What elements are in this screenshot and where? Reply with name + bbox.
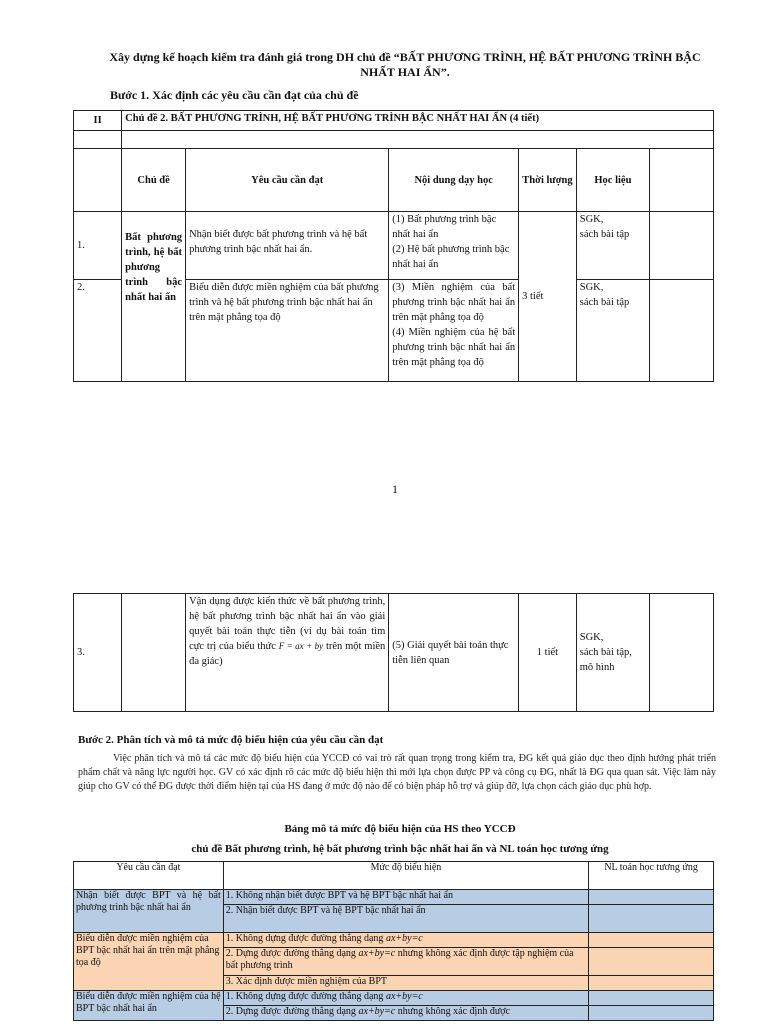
requirement-cell: Nhận biết được BPT và hệ bất phương trình bậc nhất hai ẩn (74, 890, 224, 933)
header-competency: NL toán học tương ứng (589, 862, 714, 890)
materials-item: sách bài tập (579, 297, 630, 308)
line-equation: ax+by=c (385, 991, 423, 1002)
content-item: (3) Miền nghiệm của bất phương trình bậc nhất hai ẩn trên mặt phẳng tọa độ (392, 282, 516, 323)
requirement-text: trên một miền đa giác) (189, 641, 386, 667)
content-item: (1) Bất phương trình bậc nhất hai ẩn (392, 214, 497, 240)
header-materials: Học liệu (576, 149, 649, 212)
materials-item: sách bài tập (579, 229, 630, 240)
levels-table (73, 861, 714, 1021)
requirement-cell: Biểu diễn được miền nghiệm của BPT bậc nhất hai ẩn trên mặt phẳng tọa độ (74, 933, 224, 991)
header-topic: Chủ đề (122, 149, 186, 212)
formula: F = ax + by (278, 641, 324, 651)
header-levels: Mức độ biểu hiện (223, 862, 588, 890)
requirement-cell (186, 594, 389, 712)
row-number: 3. (74, 594, 122, 712)
level-item: 2. Nhận biết được BPT và hệ BPT bậc nhất hai ẩn (223, 905, 588, 933)
level-text: nhưng không xác định được (395, 1006, 510, 1017)
level-item: 1. Không nhận biết được BPT và hệ BPT bậc nhất hai ẩn (223, 890, 588, 905)
line-equation: ax+by=c (385, 933, 423, 944)
header-requirement: Yêu cầu cần đạt (74, 862, 224, 890)
time-cell: 3 tiết (519, 212, 577, 382)
level-text: 2. Dựng được đường thẳng dạng (225, 1006, 359, 1017)
time-cell: 1 tiết (519, 594, 577, 712)
document-title: Xây dựng kế hoạch kiểm tra đánh giá trong DH chủ đề “BẤT PHƯƠNG TRÌNH, HỆ BẤT PHƯƠNG TRÌNH BẬC NHẤT HAI ẨN”. (109, 50, 701, 79)
step1-heading: Bước 1. Xác định các yêu cầu cần đạt của chủ đề (110, 88, 359, 102)
materials-item: SGK, (579, 214, 604, 225)
step2-heading: Bước 2. Phân tích và mô tả mức độ biểu hiện của yêu cầu cần đạt (78, 734, 384, 746)
topic-heading: Chủ đề 2. BẤT PHƯƠNG TRÌNH, HỆ BẤT PHƯƠNG TRÌNH BẬC NHẤT HAI ẨN (4 tiết) (122, 111, 714, 131)
content-item: (2) Hệ bất phương trình bậc nhất hai ẩn (392, 244, 510, 270)
requirement-cell: Biểu diễn được miền nghiệm của bất phương trình và hệ bất phương trình bậc nhất hai ẩn trên mặt phẳng tọa độ (186, 280, 389, 382)
topic-name: Bất phương trình, hệ bất phương trình bậc nhất hai ẩn (122, 212, 186, 382)
level-text: 1. Không dựng được đường thẳng dạng (225, 991, 386, 1002)
materials-item: SGK, (579, 282, 604, 293)
line-equation: ax+by=c (358, 948, 396, 959)
table-caption: Bảng mô tả mức độ biểu hiện của HS theo YCCĐ (284, 823, 516, 835)
content-item: (5) Giải quyết bài toán thực tiễn liên quan (389, 594, 519, 712)
row-number: 2. (74, 280, 122, 382)
requirements-table (73, 110, 714, 382)
requirements-table-continued (73, 593, 714, 712)
level-text: 1. Không dựng được đường thẳng dạng (225, 933, 386, 944)
content-item: (4) Miền nghiệm của hệ bất phương trình bậc nhất hai ẩn trên mặt phẳng tọa độ (392, 327, 516, 368)
line-equation: ax+by=c (358, 1006, 396, 1017)
header-time: Thời lượng (519, 149, 577, 212)
page-number: 1 (392, 482, 398, 496)
table-subcaption: chủ đề Bất phương trình, hệ bất phương trình bậc nhất hai ẩn và NL toán học tương ứng (191, 843, 609, 855)
header-content: Nội dung dạy học (389, 149, 519, 212)
level-item (223, 933, 588, 948)
requirement-text: Vận dụng được kiến thức về bất phương trình, hệ bất phương trình bậc nhất hai ẩn vào giải quyết bài toán thực tiễn (ví dụ bài toán tìm cực trị của biểu thức (189, 596, 386, 652)
level-item (223, 948, 588, 976)
level-item: 3. Xác định được miền nghiệm của BPT (223, 976, 588, 991)
level-text: 2. Dựng được đường thẳng dạng (225, 948, 359, 959)
body-paragraph: Việc phân tích và mô tả các mức độ biểu hiện của YCCĐ có vai trò rất quan trọng trong kiểm tra, ĐG kết quả giáo dục theo định hướng phát triển phẩm chất và năng lực người học. GV có xác định rõ các mức độ biểu hiện thì mới lựa chọn được PP và công cụ ĐG, nhất là ĐG qua quan sát. Việc làm này giúp cho GV có thể ĐG được thời điểm hiện tại của HS đang ở mức độ nào để có biện pháp hỗ trợ và giúp đỡ, lựa chọn cách giáo dục phù hợp. (78, 753, 716, 792)
materials-item: SGK, (579, 632, 604, 643)
row-number: 1. (74, 212, 122, 280)
materials-item: mô hình (579, 662, 615, 673)
requirement-cell: Biểu diễn được miền nghiệm của hệ BPT bậc nhất hai ẩn (74, 991, 224, 1021)
requirement-cell: Nhận biết được bất phương trình và hệ bất phương trình bậc nhất hai ẩn. (186, 212, 389, 280)
level-text: nhưng không xác định được tập nghiệm của bất phương trình (225, 948, 574, 971)
level-item (223, 991, 588, 1006)
header-requirement: Yêu cầu cần đạt (186, 149, 389, 212)
level-item (223, 1006, 588, 1021)
section-number: II (74, 111, 122, 131)
materials-item: sách bài tập, (579, 647, 632, 658)
